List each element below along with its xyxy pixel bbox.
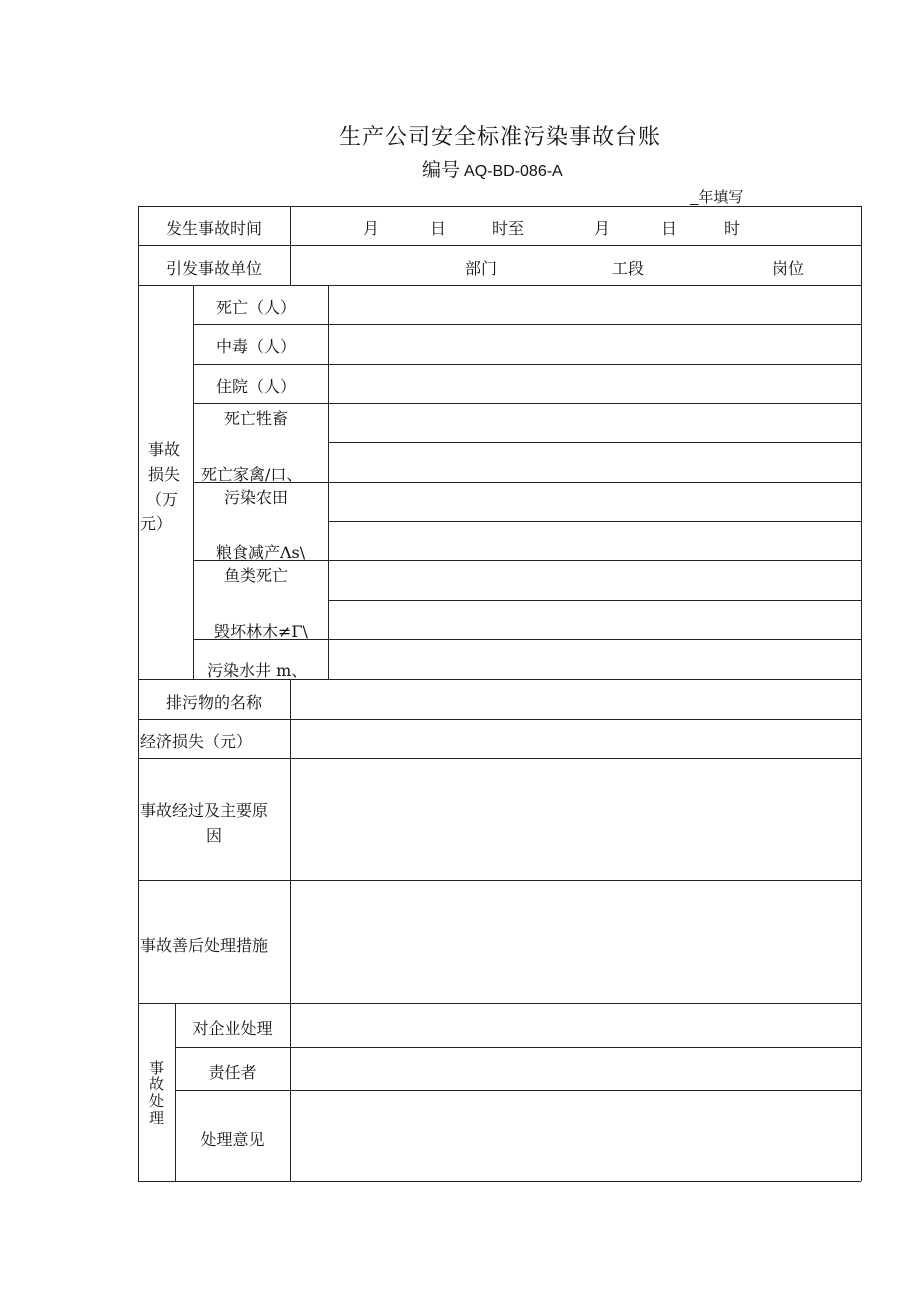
pollutant-name-field[interactable] bbox=[291, 680, 860, 718]
handling-opinion-label: 处理意见 bbox=[200, 1130, 265, 1149]
code-value: AQ-BD-086-A bbox=[464, 163, 563, 180]
unit-department: 部门 bbox=[465, 259, 498, 278]
time-month-2: 月 bbox=[594, 219, 611, 238]
economic-loss-label: 经济损失（元） bbox=[140, 732, 253, 751]
handling-group-char-1: 事 bbox=[149, 1059, 165, 1077]
time-month-1: 月 bbox=[363, 219, 380, 238]
document-title: 生产公司安全标准污染事故台账 bbox=[338, 125, 661, 150]
enterprise-handling-label: 对企业处理 bbox=[192, 1019, 273, 1038]
year-fill-label: _年填写 bbox=[690, 189, 744, 206]
responsible-unit-label: 引发事故单位 bbox=[165, 259, 262, 278]
responsible-person-field[interactable] bbox=[291, 1048, 860, 1089]
loss-item-deaths: 死亡（人） bbox=[216, 298, 297, 317]
loss-group-label-3: （万 bbox=[146, 490, 179, 509]
handling-group-char-2: 故 bbox=[149, 1075, 165, 1093]
aftermath-field[interactable] bbox=[291, 881, 860, 1002]
responsible-person-label: 责任者 bbox=[208, 1063, 257, 1082]
loss-item-farmland: 污染农田 bbox=[224, 488, 289, 507]
enterprise-handling-field[interactable] bbox=[291, 1004, 860, 1046]
loss-group-label-2: 损失 bbox=[148, 465, 181, 484]
document-code bbox=[422, 155, 563, 182]
loss-item-fish: 鱼类死亡 bbox=[224, 566, 289, 585]
time-hour-to: 时至 bbox=[492, 219, 525, 238]
loss-values-area[interactable] bbox=[329, 286, 860, 678]
unit-post: 岗位 bbox=[772, 259, 805, 278]
pollutant-name-label: 排污物的名称 bbox=[165, 693, 262, 712]
time-day-2: 日 bbox=[661, 219, 678, 238]
loss-item-forest: 毁坏林木≠Γ\ bbox=[214, 622, 308, 641]
loss-item-grain: 粮食减产Λs\ bbox=[216, 543, 306, 562]
process-label-line-2: 因 bbox=[206, 826, 223, 845]
loss-item-wells: 污染水井 m、 bbox=[207, 661, 308, 680]
loss-item-poisoned: 中毒（人） bbox=[216, 337, 297, 356]
loss-item-livestock: 死亡牲畜 bbox=[224, 409, 289, 428]
loss-item-hospitalized: 住院（人） bbox=[216, 377, 297, 396]
economic-loss-field[interactable] bbox=[291, 720, 860, 757]
time-hour-2: 时 bbox=[724, 219, 741, 238]
loss-group-label-4: 元） bbox=[140, 514, 173, 533]
unit-section: 工段 bbox=[612, 259, 645, 278]
loss-item-poultry: 死亡家禽/口、 bbox=[201, 465, 303, 484]
time-day-1: 日 bbox=[430, 219, 447, 238]
aftermath-label: 事故善后处理措施 bbox=[140, 936, 269, 955]
process-field[interactable] bbox=[291, 759, 860, 879]
accident-time-label: 发生事故时间 bbox=[165, 219, 262, 238]
code-label: 编号 bbox=[422, 159, 461, 181]
process-label-line-1: 事故经过及主要原 bbox=[140, 801, 269, 820]
handling-group-char-3: 处 bbox=[149, 1092, 165, 1110]
loss-group-label-1: 事故 bbox=[148, 440, 181, 459]
handling-opinion-field[interactable] bbox=[291, 1091, 860, 1180]
handling-group-char-4: 理 bbox=[149, 1109, 165, 1127]
